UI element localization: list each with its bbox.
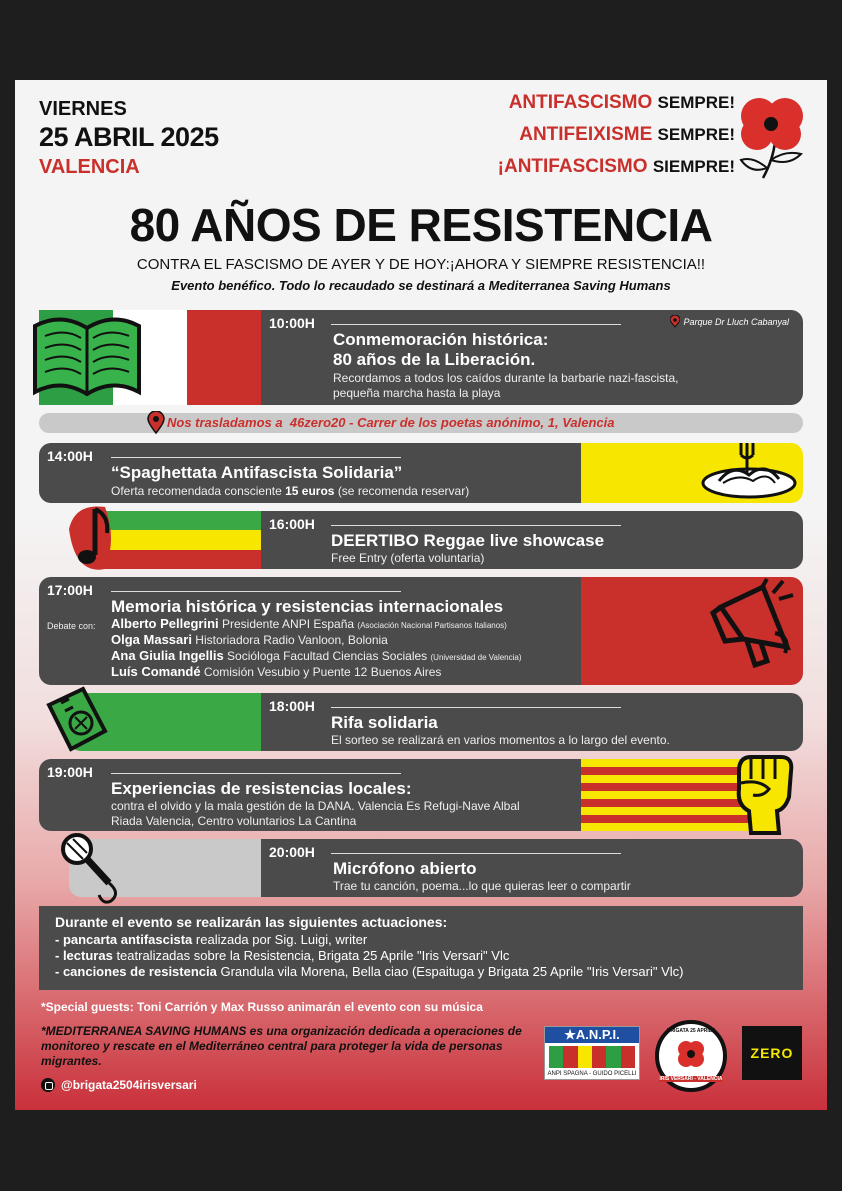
event-city: VALENCIA: [39, 156, 140, 178]
benefit-note: Evento benéfico. Todo lo recaudado se destinará a Mediterranea Saving Humans: [171, 278, 671, 293]
brigata-logo: BRIGATA 25 APRILE IRIS VERSARI - VALENCIA: [655, 1020, 727, 1092]
slogan-1: ANTIFASCISMO SEMPRE!: [508, 92, 735, 113]
travel-bar: [39, 413, 803, 433]
event-panel: [261, 310, 803, 405]
spaghetti-plate-icon: [693, 433, 805, 513]
footer-note: *MEDITERRANEA SAVING HUMANS es una organización dedicada a operaciones de monitoreo y rescate en el Mediterráneo central para proteger la vida de personas migrantes.: [41, 1024, 522, 1068]
event-desc: Free Entry (oferta voluntaria): [331, 551, 485, 565]
event-panel: [39, 443, 581, 503]
map-pin-icon: [670, 315, 680, 328]
special-guests: *Special guests: Toni Carrión y Max Russo animarán el evento con su música: [41, 1000, 483, 1014]
debate-label: Debate con:: [47, 621, 96, 631]
event-panel: [261, 511, 803, 569]
event-time: 20:00H: [269, 844, 315, 860]
event-panel: [261, 839, 803, 897]
event-title: “Spaghettata Antifascista Solidaria”: [111, 463, 403, 482]
performance-item: - pancarta antifascista realizada por Sig. Luigi, writer: [55, 932, 368, 947]
event-row-1800: [39, 693, 803, 751]
event-title: Experiencias de resistencias locales:: [111, 779, 412, 798]
performances-title: Durante el evento se realizarán las siguientes actuaciones:: [55, 914, 448, 930]
open-book-icon: [31, 314, 143, 400]
event-title: Micrófono abierto: [333, 859, 477, 878]
performance-item: - lecturas teatralizadas sobre la Resistencia, Brigata 25 Aprile "Iris Versari" Vlc: [55, 948, 510, 963]
microphone-icon: [55, 829, 125, 905]
event-title: Rifa solidaria: [331, 713, 438, 732]
speaker: Alberto Pellegrini Presidente ANPI España (Asociación Nacional Partisanos Italianos): [111, 616, 507, 631]
event-row-1600: [39, 511, 803, 569]
event-row-1400: [39, 443, 803, 503]
event-time: 18:00H: [269, 698, 315, 714]
instagram-handle[interactable]: @brigata2504irisversari: [41, 1078, 197, 1092]
event-row-1700: [39, 577, 803, 685]
event-location: Parque Dr Lluch Cabanyal: [670, 315, 789, 328]
event-panel: [39, 577, 581, 685]
event-title: Conmemoración histórica:: [333, 330, 549, 349]
event-panel: [261, 693, 803, 751]
speaker: Luís Comandé Comisión Vesubio y Puente 12 Buenos Aires: [111, 664, 442, 679]
event-day: VIERNES: [39, 98, 127, 120]
event-desc-2: pequeña marcha hasta la playa: [333, 386, 501, 400]
zero-logo: ZERO: [742, 1026, 802, 1080]
page-title: 80 AÑOS DE RESISTENCIA: [129, 199, 713, 251]
travel-text: Nos trasladamos a 46zero20 - Carrer de los poetas anónimo, 1, Valencia: [167, 415, 615, 430]
event-time: 17:00H: [47, 582, 93, 598]
megaphone-icon: [703, 577, 803, 677]
subtitle: CONTRA EL FASCISMO DE AYER Y DE HOY:¡AHORA Y SIEMPRE RESISTENCIA!!: [136, 256, 706, 273]
event-title: DEERTIBO Reggae live showcase: [331, 531, 605, 550]
event-desc: contra el olvido y la mala gestión de la DANA. Valencia Es Refugi-Nave Albal: [111, 799, 520, 813]
performance-item: - canciones de resistencia Grandula vila Morena, Bella ciao (Espaituga y Brigata 25 Aprile "Iris Versari" Vlc): [55, 964, 684, 979]
senyera-flag-banner: [581, 759, 751, 831]
poppy-flower-icon: [735, 94, 805, 180]
event-title-2: 80 años de la Liberación.: [333, 350, 536, 369]
event-time: 16:00H: [269, 516, 315, 532]
event-row-1000: [39, 310, 803, 405]
slogan-3: ¡ANTIFASCISMO SIEMPRE!: [497, 156, 735, 177]
poster: [15, 80, 827, 1110]
performances-panel: [39, 906, 803, 990]
event-desc: El sorteo se realizará en varios momentos a lo largo del evento.: [331, 733, 670, 747]
event-desc-2: Riada Valencia, Centro voluntarios La Cantina: [111, 814, 357, 828]
raffle-ticket-icon: [43, 685, 111, 755]
event-time: 14:00H: [47, 448, 93, 464]
speaker: Olga Massari Historiadora Radio Vanloon, Bolonia: [111, 632, 388, 647]
event-title: Memoria histórica y resistencias internacionales: [111, 597, 504, 616]
event-time: 10:00H: [269, 315, 315, 331]
slogan-2: ANTIFEIXISME SEMPRE!: [519, 124, 735, 145]
poppy-icon: [675, 1038, 707, 1070]
speaker: Ana Giulia Ingellis Socióloga Facultad Ciencias Sociales (Universidad de Valencia): [111, 648, 522, 663]
music-note-icon: [65, 499, 121, 575]
event-row-2000: [39, 839, 803, 897]
raised-fist-icon: [729, 749, 799, 839]
event-desc: Recordamos a todos los caídos durante la barbarie nazi-fascista,: [333, 371, 679, 385]
event-date: 25 ABRIL 2025: [39, 122, 219, 152]
anpi-logo: ★A.N.P.I. ANPI SPAGNA - GUIDO PICELLI: [544, 1026, 640, 1080]
event-time: 19:00H: [47, 764, 93, 780]
event-desc: Trae tu canción, poema...lo que quieras leer o compartir: [333, 879, 631, 893]
map-pin-icon: [147, 411, 165, 435]
instagram-icon: [41, 1078, 55, 1092]
event-panel: [39, 759, 581, 831]
event-desc: Oferta recomendada consciente 15 euros (se recomenda reservar): [111, 484, 470, 498]
event-row-1900: [39, 759, 803, 831]
